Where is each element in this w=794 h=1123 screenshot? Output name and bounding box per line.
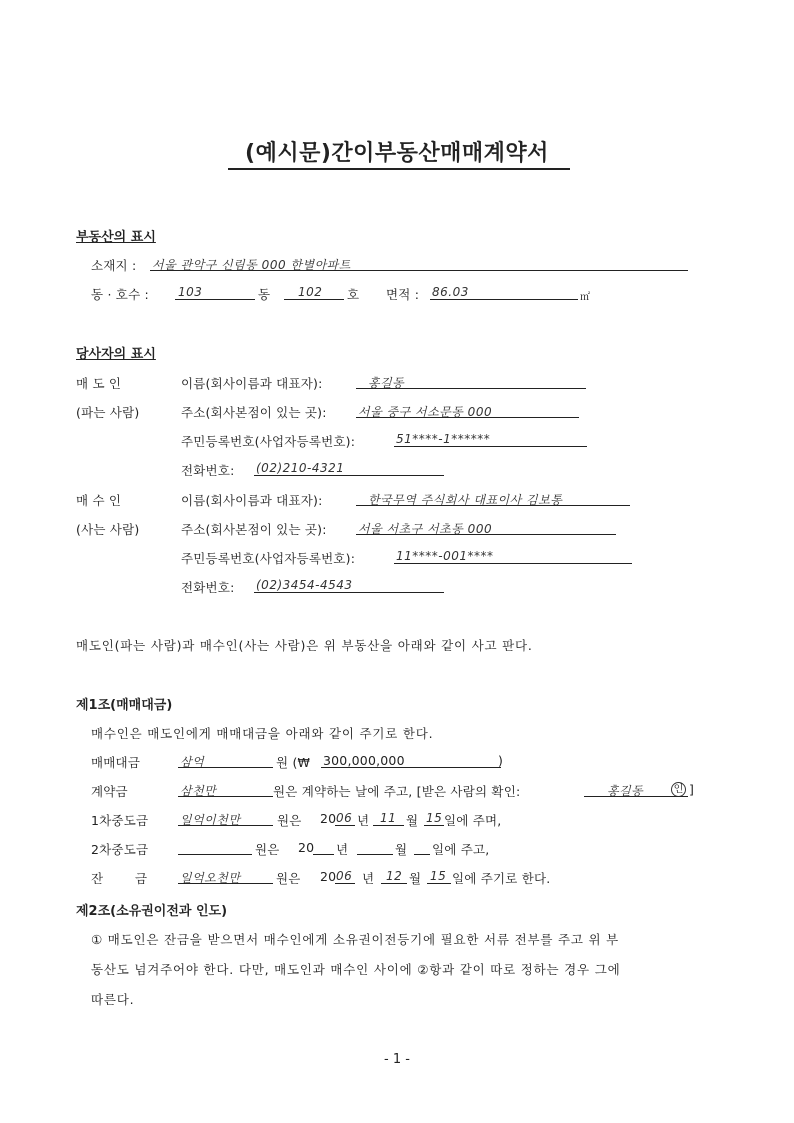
buyer-addr-value[interactable]: 서울 서초구 서초동 000 [358, 522, 493, 536]
buyer-sub-label: (사는 사람) [76, 522, 140, 537]
location-value[interactable]: 서울 관악구 신림동 000 한별아파트 [152, 258, 351, 272]
area-unit: ㎡ [580, 292, 591, 303]
buyer-phone-value[interactable]: (02)3454-4543 [256, 578, 353, 592]
seller-name-underline [356, 388, 586, 389]
mid1-year[interactable]: 06 [336, 811, 353, 825]
buyer-id-label: 주민등록번호(사업자등록번호): [181, 551, 356, 566]
intro-sentence: 매도인(파는 사람)과 매수인(사는 사람)은 위 부동산을 아래와 같이 사고 판다. [76, 638, 533, 653]
buyer-id-underline [394, 563, 632, 564]
mid2-nyeon: 년 [336, 842, 349, 857]
mid1-won: 원은 [277, 813, 302, 828]
page-number: - 1 - [384, 1052, 410, 1067]
balance-year-prefix: 20 [320, 869, 337, 884]
balance-year-underline [335, 883, 355, 884]
price-close: ) [498, 753, 504, 768]
title-underline [228, 168, 570, 170]
buyer-phone-underline [254, 592, 444, 593]
deposit-signer[interactable]: 홍길동 [607, 784, 644, 798]
mid1-month[interactable]: 11 [380, 811, 397, 825]
balance-won: 원은 [276, 871, 301, 886]
seller-addr-label: 주소(회사본점이 있는 곳): [181, 405, 327, 420]
mid2-month-underline [357, 854, 393, 855]
mid1-hw[interactable]: 일억이천만 [180, 813, 241, 827]
balance-end: 일에 주기로 한다. [452, 871, 551, 886]
price-label: 매매대금 [91, 755, 141, 770]
dong-label: 동 [258, 287, 271, 302]
article1-intro: 매수인은 매도인에게 매매대금을 아래와 같이 주기로 한다. [91, 726, 434, 741]
balance-wol: 월 [409, 871, 422, 886]
mid2-end: 일에 주고, [432, 842, 490, 857]
mid1-year-prefix: 20 [320, 811, 337, 826]
article2-line3: 따른다. [91, 992, 135, 1007]
article2-heading: 제2조(소유권이전과 인도) [76, 904, 228, 919]
ho-underline [284, 299, 344, 300]
seller-phone-underline [254, 475, 444, 476]
balance-month-underline [381, 883, 407, 884]
area-underline [430, 299, 578, 300]
location-label: 소재지 : [91, 258, 137, 273]
deposit-hw-underline [178, 796, 273, 797]
price-num[interactable]: 300,000,000 [323, 753, 405, 768]
balance-day-underline [427, 883, 451, 884]
mid2-day-underline [414, 854, 430, 855]
seller-addr-value[interactable]: 서울 중구 서소문동 000 [358, 405, 493, 419]
balance-nyeon: 년 [362, 871, 375, 886]
buyer-name-underline [356, 505, 630, 506]
document-title: (예시문)간이부동산매매계약서 [245, 141, 549, 166]
seller-name-value[interactable]: 홍길동 [368, 376, 405, 390]
mid1-day[interactable]: 15 [426, 811, 443, 825]
price-won: 원 (₩ [276, 755, 311, 770]
price-num-underline [321, 767, 501, 768]
mid2-year-underline [313, 854, 334, 855]
price-hw-underline [178, 767, 273, 768]
seller-name-label: 이름(회사이름과 대표자): [181, 376, 323, 391]
dong-value[interactable]: 103 [178, 285, 203, 299]
parties-heading: 당사자의 표시 [76, 347, 156, 362]
buyer-id-value[interactable]: 11****-001**** [396, 549, 494, 563]
deposit-close: ] [689, 782, 695, 797]
area-value[interactable]: 86.03 [432, 285, 469, 299]
balance-label-2: 금 [135, 871, 148, 886]
mid2-won: 원은 [255, 842, 280, 857]
dong-underline [175, 299, 255, 300]
unit-label: 동 · 호수 : [91, 287, 149, 302]
deposit-signer-underline [584, 796, 688, 797]
mid2-label: 2차중도금 [91, 842, 149, 857]
article2-line2: 동산도 넘겨주어야 한다. 다만, 매도인과 매수인 사이에 ②항과 같이 따로 정하는 경우 그에 [91, 962, 621, 977]
seller-id-label: 주민등록번호(사업자등록번호): [181, 434, 356, 449]
balance-label-1: 잔 [91, 871, 104, 886]
balance-day[interactable]: 15 [430, 869, 447, 883]
buyer-name-value[interactable]: 한국무역 주식회사 대표이사 김보통 [368, 493, 563, 507]
mid1-month-underline [373, 825, 404, 826]
article2-line1: ① 매도인은 잔금을 받으면서 매수인에게 소유권이전등기에 필요한 서류 전부를 주고 위 부 [91, 932, 620, 947]
ho-value[interactable]: 102 [298, 285, 323, 299]
balance-month[interactable]: 12 [386, 869, 403, 883]
seller-id-underline [394, 446, 587, 447]
mid2-hw-underline [178, 854, 252, 855]
area-label: 면적 : [386, 287, 420, 302]
ho-label: 호 [347, 287, 360, 302]
deposit-seal-icon: 인 [671, 782, 686, 797]
deposit-label: 계약금 [91, 784, 128, 799]
buyer-addr-label: 주소(회사본점이 있는 곳): [181, 522, 327, 537]
deposit-hw[interactable]: 삼천만 [180, 784, 217, 798]
mid2-year-prefix: 20 [298, 840, 315, 855]
mid2-wol: 월 [395, 842, 408, 857]
seller-addr-underline [356, 417, 579, 418]
mid1-end: 일에 주며, [444, 813, 502, 828]
buyer-phone-label: 전화번호: [181, 580, 235, 595]
buyer-label: 매 수 인 [76, 493, 122, 508]
balance-year[interactable]: 06 [336, 869, 353, 883]
mid1-hw-underline [178, 825, 273, 826]
deposit-text: 원은 계약하는 날에 주고, [받은 사람의 확인: [273, 784, 521, 799]
buyer-addr-underline [356, 534, 616, 535]
article1-heading: 제1조(매매대금) [76, 698, 173, 713]
seller-phone-value[interactable]: (02)210-4321 [256, 461, 345, 475]
mid1-day-underline [424, 825, 444, 826]
mid1-wol: 월 [406, 813, 419, 828]
buyer-name-label: 이름(회사이름과 대표자): [181, 493, 323, 508]
location-underline [150, 270, 688, 271]
mid1-label: 1차중도금 [91, 813, 149, 828]
mid1-year-underline [335, 825, 355, 826]
seller-label: 매 도 인 [76, 376, 122, 391]
seller-phone-label: 전화번호: [181, 463, 235, 478]
balance-hw-underline [178, 883, 273, 884]
seller-id-value[interactable]: 51****-1****** [396, 432, 491, 446]
price-hw[interactable]: 삼억 [180, 755, 205, 769]
mid1-nyeon: 년 [357, 813, 370, 828]
property-heading: 부동산의 표시 [76, 230, 156, 245]
seller-sub-label: (파는 사람) [76, 405, 140, 420]
balance-hw[interactable]: 일억오천만 [180, 871, 241, 885]
